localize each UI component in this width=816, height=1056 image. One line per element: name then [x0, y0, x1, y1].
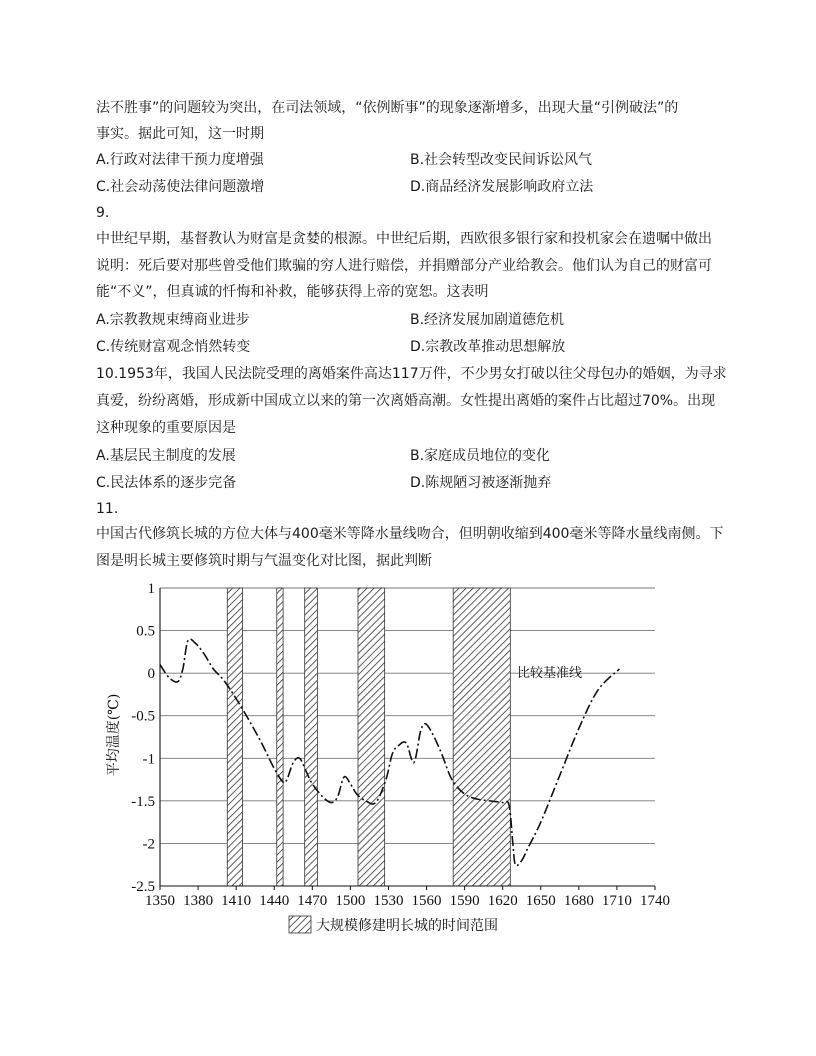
x-tick-label: 1350: [145, 893, 175, 909]
q9-line-2: 说明：死后要对那些曾受他们欺骗的穷人进行赔偿，并捐赠部分产业给教会。他们认为自己的财富可: [96, 258, 712, 274]
x-tick-label: 1440: [259, 893, 290, 909]
q10-option-a[interactable]: A.基层民主制度的发展: [96, 448, 236, 464]
x-tick-label: 1650: [525, 893, 556, 909]
y-tick-label: -2.5: [131, 879, 155, 895]
q9-option-c[interactable]: C.传统财富观念悄然转变: [96, 339, 251, 355]
shaded-construction-period: [305, 588, 318, 886]
q10-option-b[interactable]: B.家庭成员地位的变化: [410, 448, 551, 464]
x-tick-label: 1680: [563, 893, 594, 909]
x-tick-label: 1470: [297, 893, 328, 909]
y-tick-label: 1: [147, 581, 155, 597]
q9-line-3: 能“不义”，但真诚的忏悔和补救，能够获得上帝的宽恕。这表明: [96, 284, 489, 300]
legend-label: 大规模修建明长城的时间范围: [316, 918, 498, 934]
q9-line-1: 中世纪早期，基督教认为财富是贪婪的根源。中世纪后期，西欧很多银行家和投机家会在遗嘱中做出: [96, 231, 712, 247]
x-tick-label: 1590: [449, 893, 480, 909]
q10-option-c[interactable]: C.民法体系的逐步完备: [96, 475, 237, 491]
x-tick-label: 1530: [373, 893, 404, 909]
x-tick-label: 1710: [601, 893, 632, 909]
x-tick-label: 1500: [335, 893, 366, 909]
shaded-construction-period: [358, 588, 385, 886]
y-tick-label: -1.5: [131, 793, 155, 810]
q8-line-2: 事实。据此可知，这一时期: [96, 126, 264, 142]
q8-option-d[interactable]: D.商品经济发展影响政府立法: [410, 179, 594, 195]
q8-option-b[interactable]: B.社会转型改变民间诉讼风气: [410, 152, 593, 168]
x-tick-label: 1410: [221, 893, 252, 909]
x-tick-label: 1740: [640, 893, 670, 909]
shaded-construction-period: [453, 588, 510, 886]
q11-number: 11.: [96, 501, 119, 517]
legend-swatch: [289, 916, 311, 933]
q10-line-3: 这种现象的重要原因是: [96, 420, 236, 436]
q11-line-2: 图是明长城主要修筑时期与气温变化对比图，据此判断: [96, 553, 432, 569]
baseline-annotation: 比较基准线: [517, 666, 583, 681]
q8-option-c[interactable]: C.社会动荡使法律问题激增: [96, 179, 265, 195]
q9-option-a[interactable]: A.宗教教规束缚商业进步: [96, 312, 250, 328]
y-tick-label: -1: [142, 751, 155, 768]
x-tick-label: 1620: [487, 893, 518, 909]
y-tick-label: -0.5: [131, 708, 155, 725]
q8-option-a[interactable]: A.行政对法律干预力度增强: [96, 152, 264, 168]
y-axis-label: 平均温度(℃): [106, 693, 122, 777]
q8-line-1: 法不胜事”的问题较为突出，在司法领域，“依例断事”的现象逐渐增多，出现大量“引例破法”的: [96, 100, 679, 116]
q9-option-d[interactable]: D.宗教改革推动思想解放: [410, 339, 566, 355]
q9-number: 9.: [96, 205, 110, 221]
y-tick-label: 0: [147, 666, 155, 683]
q10-line-1: 10.1953年，我国人民法院受理的离婚案件高达117万件，不少男女打破以往父母包办的婚姻，为寻求: [96, 366, 727, 382]
shaded-construction-period: [227, 588, 242, 886]
q11-line-1: 中国古代修筑长城的方位大体与400毫米等降水量线吻合，但明朝收缩到400毫米等降水量线南侧。下: [96, 526, 724, 542]
x-tick-label: 1560: [411, 893, 442, 909]
x-tick-label: 1380: [183, 893, 214, 909]
y-tick-label: 0.5: [136, 623, 155, 640]
y-tick-label: -2: [142, 836, 155, 853]
q9-option-b[interactable]: B.经济发展加剧道德危机: [410, 312, 565, 328]
q10-line-2: 真爱，纷纷离婚，形成新中国成立以来的第一次离婚高潮。女性提出离婚的案件占比超过70%。出现: [96, 393, 716, 409]
q10-option-d[interactable]: D.陈规陋习被逐渐抛弃: [410, 475, 552, 491]
shaded-construction-period: [277, 588, 283, 886]
